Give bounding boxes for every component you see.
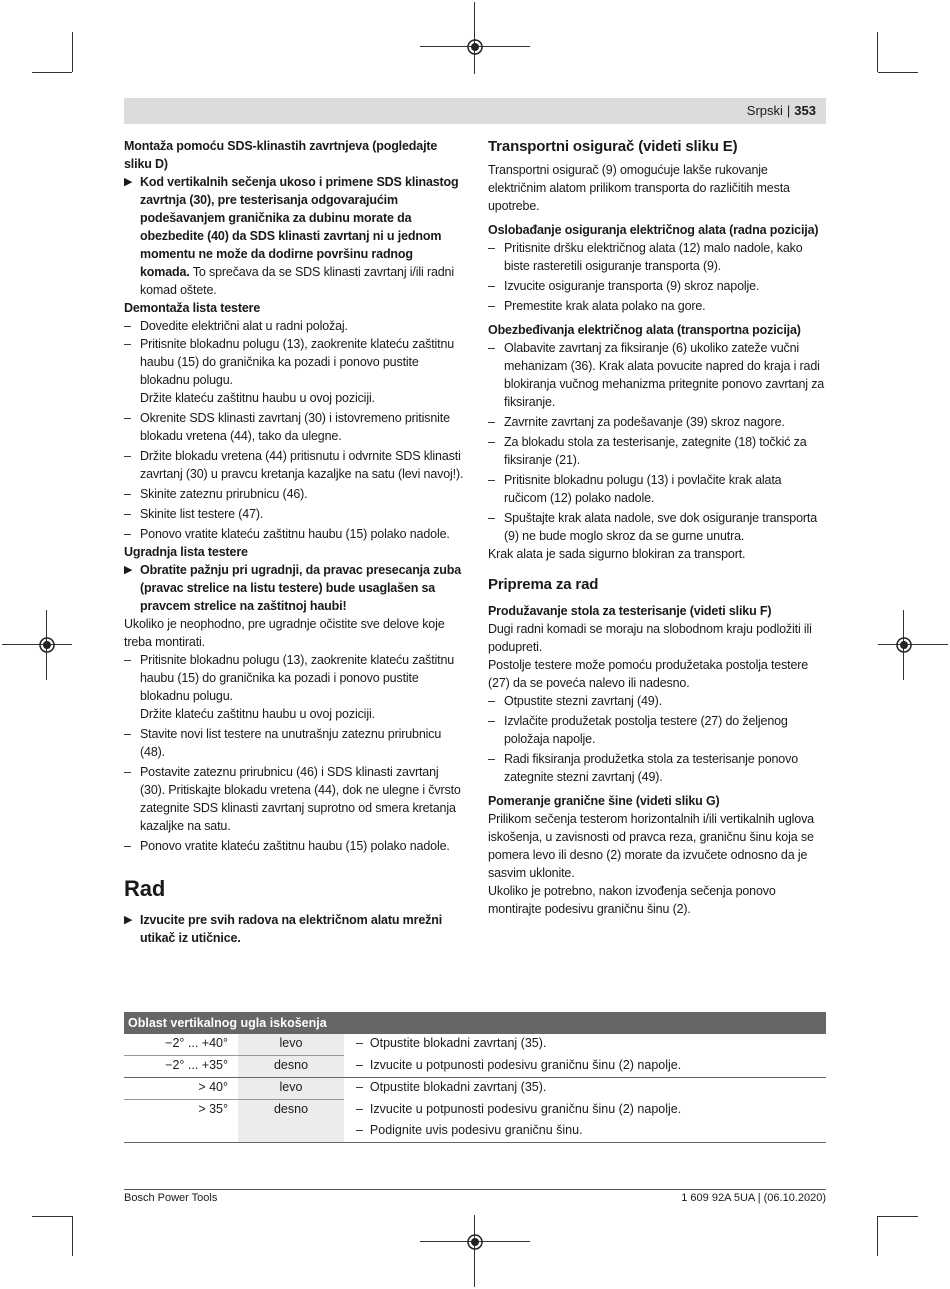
section-title: Priprema za rad: [488, 576, 599, 593]
left-column: [124, 137, 464, 947]
list-item: – Olabavite zavrtanj za fiksiranje (6) ukoliko zateže vučni mehanizam (36). Krak alata povucite napred do kraja i radi blokiranja vučnog mehanizma pritegnite ponovo zavrtanj za fiksiranje.: [488, 341, 825, 409]
footer-divider: [124, 1189, 826, 1190]
warning-item: ▶ Izvucite pre svih radova na električnom alatu mrežni utikač iz utičnice.: [124, 913, 443, 945]
table-row: −2° ... +35° desno – Izvucite u potpunosti podesivu graničnu šinu (2) napolje.: [124, 1056, 826, 1078]
header-language: Srpski: [746, 103, 783, 118]
list-item: – Dovedite električni alat u radni položaj.: [124, 319, 348, 333]
list-item: – Skinite zateznu prirubnicu (46).: [124, 487, 308, 501]
list-item: – Izvlačite produžetak postolja testere (27) do željenog položaja napolje.: [488, 714, 788, 746]
table-row: > 35° desno – Izvucite u potpunosti podesivu graničnu šinu (2) napolje.: [124, 1100, 826, 1122]
paragraph: Dugi radni komadi se moraju na slobodnom kraju podložiti ili podupreti.: [488, 622, 812, 654]
list-item: – Radi fiksiranja produžetka stola za testerisanje ponovo zategnite stezni zavrtanj (49).: [488, 752, 799, 784]
crop-mark: [72, 1216, 73, 1256]
paragraph: Prilikom sečenja testerom horizontalnih i/ili vertikalnih uglova iskošenja, u zavisnosti od pravca reza, graničnu šinu koja se pomera levo ili desno (2) morate da izvučete odnosno da je sasvim uklonite.: [488, 812, 814, 880]
registration-target-icon: [464, 1231, 486, 1253]
list-item: – Pritisnite blokadnu polugu (13) i povlačite krak alata ručicom (12) polako nadole.: [488, 473, 782, 505]
list-item: – Postavite zateznu prirubnicu (46) i SDS klinasti zavrtanj (30). Pritiskajte blokadu vretena (44), dok ne ulegne i čvrsto zategnite SDS klinasti zavrtanj suprotno od smera kretanja kazaljke na satu.: [124, 765, 461, 833]
crop-mark: [877, 1216, 878, 1256]
table-row: > 40° levo – Otpustite blokadni zavrtanj (35).: [124, 1078, 826, 1100]
section-title: Produžavanje stola za testerisanje (videti sliku F): [488, 604, 772, 618]
section-title: Demontaža lista testere: [124, 301, 261, 315]
crop-mark: [32, 72, 72, 73]
section-title: Transportni osigurač (videti sliku E): [488, 138, 738, 155]
footer-left: Bosch Power Tools: [124, 1192, 218, 1204]
crop-mark: [72, 32, 73, 72]
paragraph: Ukoliko je neophodno, pre ugradnje očistite sve delove koje treba montirati.: [124, 617, 445, 649]
table-row: −2° ... +40° levo – Otpustite blokadni zavrtanj (35).: [124, 1034, 826, 1056]
list-item: – Pritisnite blokadnu polugu (13), zaokrenite klateću zaštitnu haubu (15) do graničnika ka pozadi i ponovo pustite blokadnu polugu. Držite klateću zaštitnu haubu u ovoj poziciji.: [124, 653, 455, 721]
section-title: Obezbeđivanja električnog alata (transportna pozicija): [488, 323, 801, 337]
crop-mark: [32, 1216, 72, 1217]
table-row: – Podignite uvis podesivu graničnu šinu.: [124, 1121, 826, 1143]
registration-target-icon: [893, 634, 915, 656]
page-header: [124, 98, 826, 124]
section-heading-rad: Rad: [124, 876, 166, 901]
crop-mark: [878, 1216, 918, 1217]
section-title: Oslobađanje osiguranja električnog alata (radna pozicija): [488, 223, 819, 237]
paragraph: Postolje testere može pomoću produžetaka postolja testere (27) da se poveća nalevo ili nadesno.: [488, 658, 809, 690]
list-item: – Za blokadu stola za testerisanje, zategnite (18) točkić za fiksiranje (21).: [488, 435, 807, 467]
crop-mark: [878, 72, 918, 73]
paragraph: Transportni osigurač (9) omogućuje lakše rukovanje električnim alatom prilikom transporta do različitih mesta upotrebe.: [488, 163, 790, 213]
page-number: 353: [794, 103, 816, 118]
list-item: – Premestite krak alata polako na gore.: [488, 299, 706, 313]
warning-item: ▶ Obratite pažnju pri ugradnji, da pravac presecanja zuba (pravac strelice na listu testere) bude usaglašen sa pravcem strelice na zaštitnoj haubi!: [124, 563, 462, 613]
list-item: – Ponovo vratite klateću zaštitnu haubu (15) polako nadole.: [124, 839, 450, 853]
arrow-icon: ▶: [124, 176, 133, 188]
list-item: – Zavrnite zavrtanj za podešavanje (39) skroz nagore.: [488, 415, 785, 429]
registration-target-icon: [36, 634, 58, 656]
footer-right: 1 609 92A 5UA | (06.10.2020): [681, 1192, 826, 1204]
arrow-icon: ▶: [124, 914, 133, 926]
section-title: Pomeranje granične šine (videti sliku G): [488, 794, 720, 808]
list-item: – Držite blokadu vretena (44) pritisnutu i odvrnite SDS klinasti zavrtanj (30) u pravcu kretanja kazaljke na satu (levi navoj!).: [124, 449, 464, 481]
list-item: – Pritisnite dršku električnog alata (12) malo nadole, kako biste rasteretili osiguranje transporta (9).: [488, 241, 803, 273]
header-separator: |: [786, 103, 791, 118]
list-item: – Skinite list testere (47).: [124, 507, 264, 521]
table-header: Oblast vertikalnog ugla iskošenja: [124, 1012, 826, 1034]
paragraph: Ukoliko je potrebno, nakon izvođenja sečenja ponovo montirajte podesivu graničnu šinu (2).: [488, 884, 776, 916]
right-column: [488, 137, 826, 918]
crop-mark: [877, 32, 878, 72]
registration-target-icon: [464, 36, 486, 58]
paragraph: Krak alata je sada sigurno blokiran za transport.: [488, 547, 746, 561]
bevel-angle-table: [124, 1012, 826, 1143]
section-title: Ugradnja lista testere: [124, 545, 248, 559]
arrow-icon: ▶: [124, 564, 133, 576]
list-item: – Spuštajte krak alata nadole, sve dok osiguranje transporta (9) ne bude moglo skroz da se gurne unutra.: [488, 511, 818, 543]
list-item: – Ponovo vratite klateću zaštitnu haubu (15) polako nadole.: [124, 527, 450, 541]
section-title: Montaža pomoću SDS-klinastih zavrtnjeva (pogledajte sliku D): [124, 139, 438, 171]
warning-item: ▶ Kod vertikalnih sečenja ukoso i primene SDS klinastog zavrtnja (30), pre testerisanja odgovarajućim podešavanjem graničnika za dubinu morate da obezbedite (40) da SDS klinasti zavrtanj ni u jednom momentu ne može da dodirne površinu radnog komada. To sprečava da se SDS klinasti zavrtanj i/ili radni komad oštete.: [124, 175, 459, 297]
list-item: – Pritisnite blokadnu polugu (13), zaokrenite klateću zaštitnu haubu (15) do graničnika ka pozadi i ponovo pustite blokadnu polugu. Držite klateću zaštitnu haubu u ovoj poziciji.: [124, 337, 455, 405]
list-item: – Otpustite stezni zavrtanj (49).: [488, 694, 662, 708]
list-item: – Stavite novi list testere na unutrašnju zateznu prirubnicu (48).: [124, 727, 442, 759]
list-item: – Izvucite osiguranje transporta (9) skroz napolje.: [488, 279, 760, 293]
list-item: – Okrenite SDS klinasti zavrtanj (30) i istovremeno pritisnite blokadu vretena (44), tako da ulegne.: [124, 411, 450, 443]
